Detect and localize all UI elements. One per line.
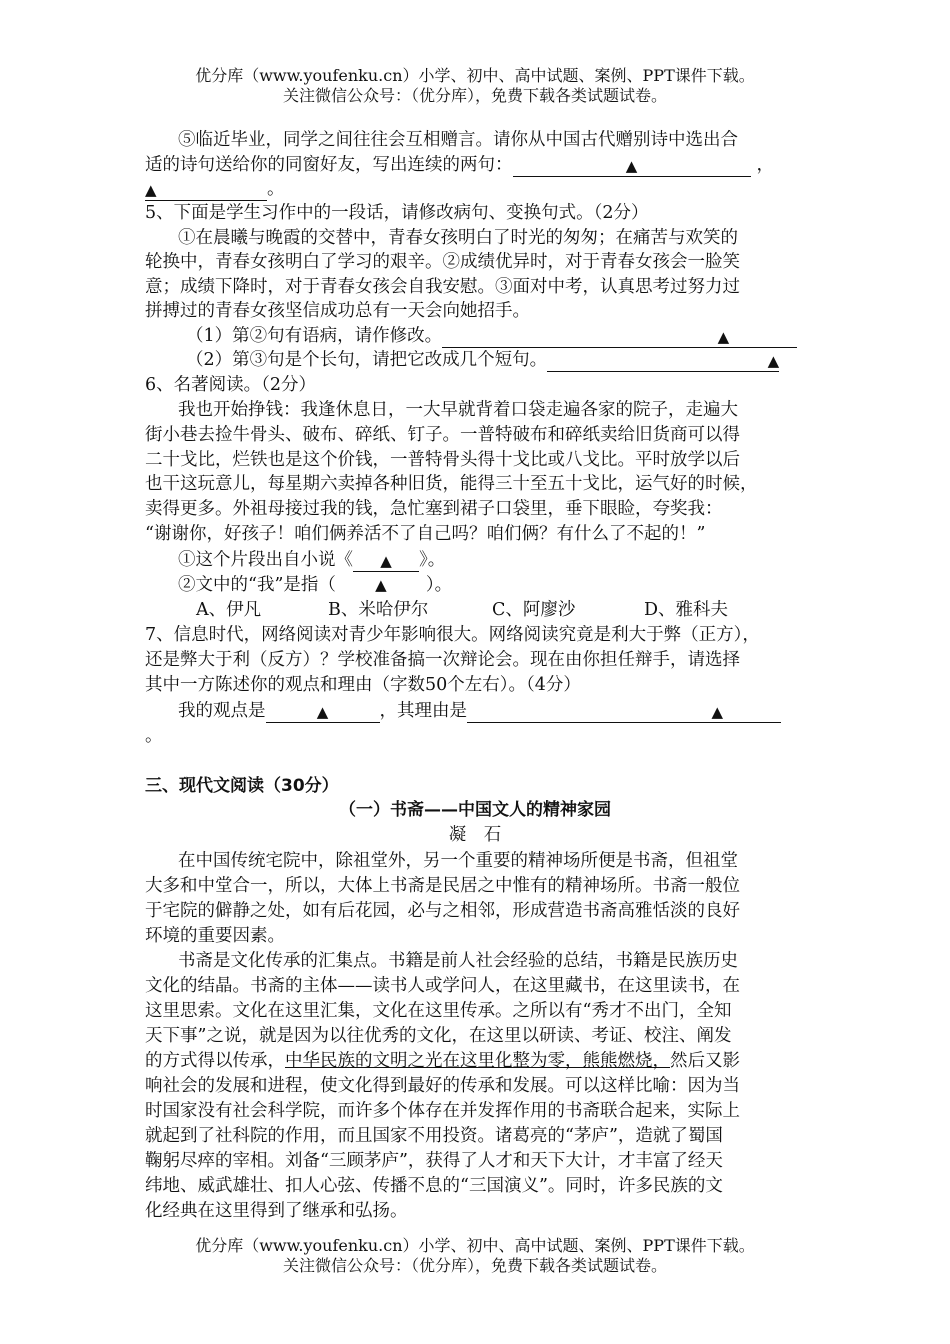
article-line: 大多和中堂合一，所以，大体上书斋是民居之中惟有的精神场所。书斋一般位 bbox=[145, 876, 740, 896]
q6-para-line: 卖得更多。外祖母接过我的钱，急忙塞到裙子口袋里，垂下眼睑，夸奖我： bbox=[145, 499, 723, 519]
article-line: 天下事”之说，就是因为以往优秀的文化，在这里以研读、考证、校注、阐发 bbox=[145, 1026, 732, 1046]
answer-blank[interactable] bbox=[513, 156, 751, 177]
article-title-text: （一）书斋——中国文人的精神家园 bbox=[339, 800, 611, 820]
answer-blank[interactable] bbox=[145, 180, 267, 201]
q6-options bbox=[196, 598, 728, 622]
q4-line-2 bbox=[145, 153, 774, 177]
q6-sub-1-post: 》。 bbox=[419, 550, 446, 570]
header-line-1: 优分库（www.youfenku.cn）小学、初中、高中试题、案例、PPT课件下载。 bbox=[195, 66, 755, 85]
article-line: 这里思索。文化在这里汇集，文化在这里传承。之所以有“秀才不出门，全知 bbox=[145, 1001, 732, 1021]
article-line: 于宅院的僻静之处，如有后花园，必与之相邻，形成营造书斋高雅恬淡的良好 bbox=[145, 901, 740, 921]
q5-para-line: ①在晨曦与晚霞的交替中，青春女孩明白了时光的匆匆；在痛苦与欢笑的 bbox=[178, 228, 738, 248]
q5-title: 5、下面是学生习作中的一段话，请修改病句、变换句式。（2分） bbox=[145, 203, 649, 223]
q6-para-line: 二十戈比，烂铁也是这个价钱，一普特骨头得十戈比或八戈比。平时放学以后 bbox=[145, 450, 740, 470]
triangle-marker: ▲ bbox=[767, 352, 780, 370]
q5-sub-1-text: （1）第②句有语病，请作修改。 bbox=[186, 326, 443, 346]
q4-line-3 bbox=[145, 177, 285, 201]
article-line: 就起到了社科院的作用，而且国家不用投资。诸葛亮的“茅庐”，造就了蜀国 bbox=[145, 1126, 723, 1146]
triangle-marker: ▲ bbox=[316, 703, 329, 721]
underlined-sentence: 中华民族的文明之光在这里化整为零，熊熊燃烧， bbox=[285, 1051, 670, 1071]
q6-sub-1-pre: ①这个片段出自小说《 bbox=[178, 550, 353, 570]
article-line: 在中国传统宅院中，除祖堂外，另一个重要的精神场所便是书斋，但祖堂 bbox=[178, 851, 738, 871]
q7-line: 还是弊大于利（反方）？学校准备搞一次辩论会。现在由你担任辩手，请选择 bbox=[145, 650, 740, 670]
option-b[interactable]: B、米哈伊尔 bbox=[328, 600, 429, 620]
article-line: 文化的结晶。书斋的主体——读书人或学问人，在这里藏书，在这里读书，在 bbox=[145, 976, 740, 996]
q4-comma: ， bbox=[756, 155, 774, 175]
q5-para-line: 拼搏过的青春女孩坚信成功总有一天会向她招手。 bbox=[145, 301, 530, 321]
option-d[interactable]: D、雅科夫 bbox=[644, 600, 729, 620]
q5-sub-2-text: （2）第③句是个长句，请把它改成几个短句。 bbox=[186, 350, 548, 370]
article-line: 时国家没有社会科学院，而许多个体存在并发挥作用的书斋联合起来，实际上 bbox=[145, 1101, 740, 1121]
q7-answer-pre: 我的观点是 bbox=[178, 701, 266, 721]
article-line: 鞠躬尽瘁的宰相。刘备“三顾茅庐”，获得了人才和天下大计，才丰富了经天 bbox=[145, 1151, 723, 1171]
triangle-marker: ▲ bbox=[717, 328, 730, 346]
q6-sub-1 bbox=[178, 548, 445, 572]
option-a[interactable]: A、伊凡 bbox=[196, 600, 262, 620]
q7-answer-mid: ，其理由是 bbox=[379, 701, 467, 721]
q4-line-1: ⑤临近毕业，同学之间往往会互相赠言。请你从中国古代赠别诗中选出合 bbox=[178, 130, 738, 150]
article-line-pre: 的方式得以传承， bbox=[145, 1051, 285, 1071]
q7-answer-line bbox=[178, 699, 781, 723]
q6-para-line: 也干这玩意儿，每星期六卖掉各种旧货，能得三十至五十戈比，运气好的时候， bbox=[145, 474, 758, 494]
q7-line: 其中一方陈述你的观点和理由（字数50个左右）。（4分） bbox=[145, 675, 581, 695]
q6-para-line: 我也开始挣钱：我逢休息日，一大早就背着口袋走遍各家的院子，走遍大 bbox=[178, 400, 738, 420]
reason-blank[interactable] bbox=[467, 702, 781, 723]
q6-sub-2-post: ）。 bbox=[425, 575, 453, 595]
triangle-marker: ▲ bbox=[380, 552, 392, 570]
q5-sub-2 bbox=[186, 348, 779, 372]
article-line: 书斋是文化传承的汇集点。书籍是前人社会经验的总结，书籍是民族历史 bbox=[178, 951, 738, 971]
option-c[interactable]: C、阿廖沙 bbox=[492, 600, 576, 620]
section-3-heading: 三、现代文阅读（30分） bbox=[145, 776, 339, 796]
q5-para-line: 轮换中，青春女孩明白了学习的艰辛。②成绩优异时，对于青春女孩会一脸笑 bbox=[145, 252, 740, 272]
q4-line-2-text: 适的诗句送给你的同窗好友，写出连续的两句： bbox=[145, 155, 513, 175]
q7-line: 7、信息时代，网络阅读对青少年影响很大。网络阅读究竟是利大于弊（正方）， bbox=[145, 625, 760, 645]
q5-para-line: 意；成绩下降时，对于青春女孩会自我安慰。③面对中考，认真思考过努力过 bbox=[145, 277, 740, 297]
answer-blank[interactable] bbox=[353, 551, 419, 572]
triangle-marker: ▲ bbox=[145, 181, 157, 199]
q6-title: 6、名著阅读。（2分） bbox=[145, 375, 317, 395]
article-line: 化经典在这里得到了继承和弘扬。 bbox=[145, 1201, 408, 1221]
article-title bbox=[0, 798, 950, 822]
q6-para-line: “谢谢你，好孩子！咱们俩养活不了自己吗？咱们俩？有什么了不起的！” bbox=[145, 524, 706, 544]
q6-sub-2-pre: ②文中的“我”是指（ bbox=[178, 575, 336, 595]
q4-period: 。 bbox=[267, 179, 285, 199]
header-line-2: 关注微信公众号：（优分库），免费下载各类试题试卷。 bbox=[282, 86, 667, 105]
article-line-underlined bbox=[145, 1049, 740, 1073]
q6-sub-2 bbox=[178, 573, 452, 597]
article-line-post: 然后又影 bbox=[670, 1051, 740, 1071]
answer-slot[interactable] bbox=[336, 573, 426, 597]
viewpoint-blank[interactable] bbox=[266, 702, 380, 723]
triangle-marker: ▲ bbox=[625, 157, 638, 175]
q5-sub-1 bbox=[186, 324, 797, 348]
article-line: 纬地、威武雄壮、扣人心弦、传播不息的“三国演义”。同时，许多民族的文 bbox=[145, 1176, 723, 1196]
q7-end: 。 bbox=[145, 726, 163, 746]
footer-line-1: 优分库（www.youfenku.cn）小学、初中、高中试题、案例、PPT课件下载。 bbox=[195, 1236, 755, 1255]
triangle-marker: ▲ bbox=[375, 576, 387, 594]
article-line: 响社会的发展和进程，使文化得到最好的传承和发展。可以这样比喻：因为当 bbox=[145, 1076, 740, 1096]
answer-blank[interactable] bbox=[442, 327, 797, 348]
footer-line-2: 关注微信公众号：（优分库），免费下载各类试题试卷。 bbox=[282, 1256, 667, 1275]
article-line: 环境的重要因素。 bbox=[145, 926, 285, 946]
triangle-marker: ▲ bbox=[711, 703, 723, 721]
article-author: 凝 石 bbox=[448, 825, 502, 845]
answer-blank[interactable] bbox=[547, 351, 779, 372]
q6-para-line: 街小巷去捡牛骨头、破布、碎纸、钉子。一普特破布和碎纸卖给旧货商可以得 bbox=[145, 425, 740, 445]
